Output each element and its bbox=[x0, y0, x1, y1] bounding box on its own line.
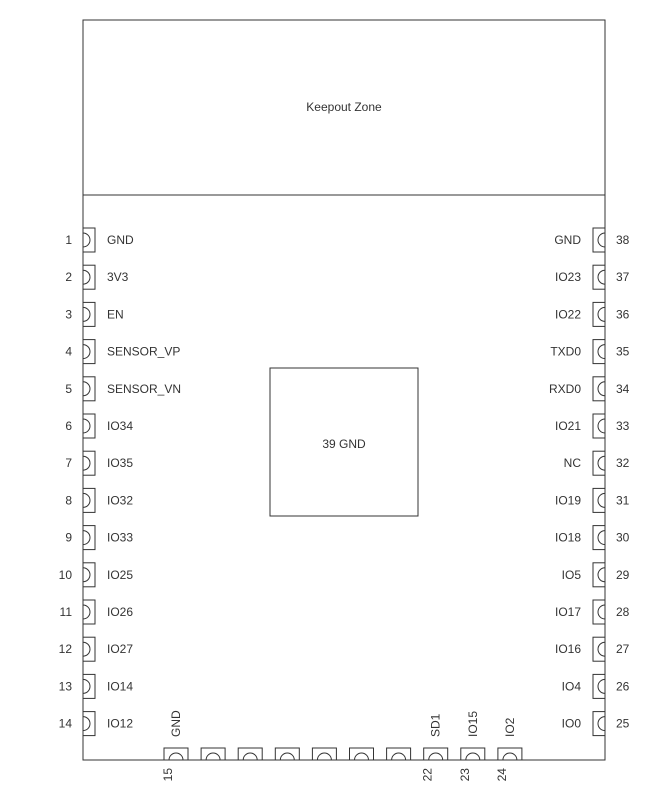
pin-bottom-15 bbox=[161, 710, 188, 781]
pad-half-circle bbox=[598, 605, 605, 619]
pin-right-29 bbox=[562, 563, 630, 587]
pad-half-circle bbox=[83, 419, 90, 433]
left-pin-column bbox=[59, 228, 181, 736]
pin-label: IO18 bbox=[554, 530, 581, 545]
pin-number: 25 bbox=[616, 716, 630, 731]
pin-number: 37 bbox=[616, 270, 630, 285]
pin-left-5 bbox=[65, 377, 181, 401]
pin-pad bbox=[498, 748, 522, 760]
pin-number: 7 bbox=[65, 456, 72, 471]
pin-label: IO0 bbox=[561, 716, 581, 731]
pin-label: GND bbox=[169, 710, 183, 737]
pin-pad bbox=[83, 526, 95, 550]
pin-number: 5 bbox=[65, 381, 72, 396]
pin-number: 13 bbox=[58, 679, 72, 694]
pad-half-circle bbox=[169, 753, 183, 760]
pad-half-circle bbox=[83, 717, 90, 731]
pin-label: IO15 bbox=[465, 710, 480, 737]
pin-bottom-slot-7 bbox=[387, 748, 411, 760]
pin-pad bbox=[83, 228, 95, 252]
pin-number: 31 bbox=[616, 493, 630, 508]
pin-label: IO21 bbox=[554, 419, 581, 433]
pad-half-circle bbox=[598, 270, 605, 284]
pin-right-31 bbox=[555, 488, 630, 512]
pin-number: 28 bbox=[616, 605, 630, 619]
pin-right-27 bbox=[555, 637, 630, 661]
pin-pad bbox=[83, 563, 95, 587]
pin-number: 32 bbox=[616, 456, 630, 471]
pin-number: 11 bbox=[59, 605, 72, 619]
pin-right-28 bbox=[555, 600, 630, 624]
pin-left-10 bbox=[59, 563, 134, 587]
pad-half-circle bbox=[83, 307, 90, 321]
pin-pad bbox=[83, 340, 95, 364]
pin-right-36 bbox=[555, 302, 630, 326]
pin-number: 24 bbox=[494, 768, 509, 782]
pin-pad bbox=[275, 748, 299, 760]
pin-label: IO32 bbox=[107, 493, 134, 508]
pad-half-circle bbox=[83, 382, 90, 396]
pin-pad bbox=[83, 302, 95, 326]
pin-right-38 bbox=[554, 228, 629, 252]
pin-pad bbox=[593, 377, 605, 401]
pin-number: 34 bbox=[616, 381, 630, 396]
pin-label: IO16 bbox=[554, 642, 581, 657]
pad-half-circle bbox=[598, 679, 605, 693]
pad-half-circle bbox=[598, 307, 605, 321]
pin-label: IO27 bbox=[107, 642, 134, 657]
pin-left-1 bbox=[65, 228, 134, 252]
pin-left-12 bbox=[59, 637, 134, 661]
pad-half-circle bbox=[598, 642, 605, 656]
pin-label: 3V3 bbox=[107, 270, 129, 285]
pin-number: 15 bbox=[161, 768, 175, 782]
pin-pad bbox=[593, 340, 605, 364]
pin-number: 8 bbox=[65, 493, 72, 508]
pin-pad bbox=[593, 526, 605, 550]
pad-half-circle bbox=[355, 753, 369, 760]
pin-label: IO35 bbox=[107, 456, 134, 471]
pin-pad bbox=[83, 414, 95, 438]
pad-half-circle bbox=[317, 753, 331, 760]
pin-number: 26 bbox=[616, 679, 630, 694]
pin-label: EN bbox=[107, 307, 124, 322]
pin-bottom-slot-2 bbox=[201, 748, 225, 760]
pad-half-circle bbox=[598, 717, 605, 731]
pin-bottom-24 bbox=[495, 717, 522, 781]
pad-half-circle bbox=[83, 568, 90, 582]
pin-label: TXD0 bbox=[550, 344, 581, 359]
pin-pad bbox=[593, 265, 605, 289]
pin-label: NC bbox=[563, 456, 581, 471]
pin-label: SENSOR_VP bbox=[107, 344, 181, 359]
pad-half-circle bbox=[598, 419, 605, 433]
pin-right-32 bbox=[564, 451, 630, 475]
pin-number: 14 bbox=[58, 716, 72, 731]
pad-half-circle bbox=[598, 382, 605, 396]
pin-number: 12 bbox=[58, 642, 72, 657]
pad-half-circle bbox=[598, 233, 605, 247]
pin-label: SENSOR_VN bbox=[107, 381, 182, 396]
pad-half-circle bbox=[83, 270, 90, 284]
pin-pad bbox=[593, 674, 605, 698]
pin-pad bbox=[593, 712, 605, 736]
pin-label: IO19 bbox=[554, 493, 581, 508]
pin-right-33 bbox=[555, 414, 630, 438]
pin-left-2 bbox=[65, 265, 128, 289]
pin-pad bbox=[83, 451, 95, 475]
pin-left-3 bbox=[65, 302, 123, 326]
pin-label: GND bbox=[554, 233, 581, 247]
pad-half-circle bbox=[206, 753, 220, 760]
pin-pad bbox=[593, 451, 605, 475]
pad-half-circle bbox=[83, 679, 90, 693]
pin-number: 2 bbox=[65, 270, 72, 285]
pad-half-circle bbox=[598, 568, 605, 582]
pin-number: 1 bbox=[65, 233, 72, 247]
pin-label: RXD0 bbox=[548, 381, 581, 396]
pin-number: 6 bbox=[65, 419, 72, 433]
pin-bottom-slot-4 bbox=[275, 748, 299, 760]
pin-right-37 bbox=[555, 265, 630, 289]
pin-number: 22 bbox=[420, 768, 435, 782]
pin-left-7 bbox=[65, 451, 133, 475]
pad-half-circle bbox=[598, 345, 605, 359]
pad-half-circle bbox=[392, 753, 406, 760]
pin-number: 36 bbox=[616, 307, 630, 322]
pin-left-8 bbox=[65, 488, 133, 512]
pin-number: 4 bbox=[65, 344, 72, 359]
pin-number: 38 bbox=[616, 233, 630, 247]
pin-label: IO23 bbox=[554, 270, 581, 285]
pin-label: IO22 bbox=[554, 307, 581, 322]
pad-half-circle bbox=[83, 456, 90, 470]
pin-pad bbox=[83, 265, 95, 289]
pin-pad bbox=[593, 488, 605, 512]
pin-number: 29 bbox=[616, 567, 630, 582]
pin-left-14 bbox=[59, 712, 134, 736]
keepout-zone-label: Keepout Zone bbox=[306, 100, 382, 114]
pin-right-34 bbox=[549, 377, 630, 401]
pin-bottom-slot-5 bbox=[312, 748, 336, 760]
pin-left-4 bbox=[65, 340, 180, 364]
pin-pad bbox=[238, 748, 262, 760]
pin-left-6 bbox=[65, 414, 133, 438]
pad-half-circle bbox=[598, 531, 605, 545]
pin-label: IO25 bbox=[107, 567, 134, 582]
pin-number: 3 bbox=[65, 307, 72, 322]
pin-label: IO2 bbox=[502, 717, 517, 737]
pad-half-circle bbox=[280, 753, 294, 760]
pin-pad bbox=[83, 377, 95, 401]
pin-pad bbox=[83, 637, 95, 661]
pin-pad bbox=[201, 748, 225, 760]
pin-pad bbox=[593, 637, 605, 661]
pad-half-circle bbox=[83, 605, 90, 619]
pin-number: 27 bbox=[616, 642, 630, 657]
pin-pad bbox=[83, 712, 95, 736]
pin-pad bbox=[164, 748, 188, 760]
right-pin-column bbox=[549, 228, 630, 736]
pin-label: IO5 bbox=[561, 567, 581, 582]
pin-number: 35 bbox=[616, 344, 630, 359]
pad-half-circle bbox=[83, 531, 90, 545]
pad-half-circle bbox=[83, 642, 90, 656]
pin-number: 23 bbox=[457, 768, 472, 782]
pad-half-circle bbox=[83, 345, 90, 359]
pin-left-9 bbox=[65, 526, 133, 550]
pin-label: SD1 bbox=[428, 713, 443, 737]
pin-pad bbox=[83, 600, 95, 624]
center-pad-label: 39 GND bbox=[322, 437, 366, 451]
pin-pad bbox=[424, 748, 448, 760]
pad-half-circle bbox=[503, 753, 517, 760]
pad-half-circle bbox=[466, 753, 480, 760]
pin-pad bbox=[312, 748, 336, 760]
bottom-pin-row bbox=[161, 710, 522, 781]
pin-label: GND bbox=[107, 233, 134, 247]
pin-pad bbox=[593, 563, 605, 587]
pin-pad bbox=[83, 488, 95, 512]
pin-label: IO17 bbox=[554, 605, 581, 619]
pin-number: 10 bbox=[58, 567, 72, 582]
pin-pad bbox=[350, 748, 374, 760]
pad-half-circle bbox=[83, 493, 90, 507]
pin-label: IO26 bbox=[107, 605, 134, 619]
pin-label: IO34 bbox=[107, 419, 134, 433]
pin-pad bbox=[461, 748, 485, 760]
pad-half-circle bbox=[243, 753, 257, 760]
pad-half-circle bbox=[598, 456, 605, 470]
pin-number: 33 bbox=[616, 419, 630, 433]
pin-bottom-23 bbox=[458, 711, 485, 782]
pin-left-13 bbox=[59, 674, 134, 698]
pin-label: IO33 bbox=[107, 530, 134, 545]
pin-label: IO4 bbox=[561, 679, 581, 694]
pin-bottom-slot-6 bbox=[350, 748, 374, 760]
pad-half-circle bbox=[429, 753, 443, 760]
pin-pad bbox=[593, 302, 605, 326]
pin-label: IO14 bbox=[107, 679, 134, 694]
pin-right-25 bbox=[562, 712, 630, 736]
pin-pad bbox=[387, 748, 411, 760]
pad-half-circle bbox=[83, 233, 90, 247]
pin-label: IO12 bbox=[107, 716, 134, 731]
pin-right-30 bbox=[555, 526, 630, 550]
pin-bottom-22 bbox=[421, 713, 448, 781]
pin-number: 9 bbox=[65, 530, 72, 545]
pin-pad bbox=[593, 414, 605, 438]
pin-bottom-slot-3 bbox=[238, 748, 262, 760]
pin-pad bbox=[593, 600, 605, 624]
pad-half-circle bbox=[598, 493, 605, 507]
pin-left-11 bbox=[60, 600, 134, 624]
pin-number: 30 bbox=[616, 530, 630, 545]
pin-pad bbox=[83, 674, 95, 698]
pin-pad bbox=[593, 228, 605, 252]
pin-right-26 bbox=[562, 674, 630, 698]
pin-right-35 bbox=[550, 340, 629, 364]
